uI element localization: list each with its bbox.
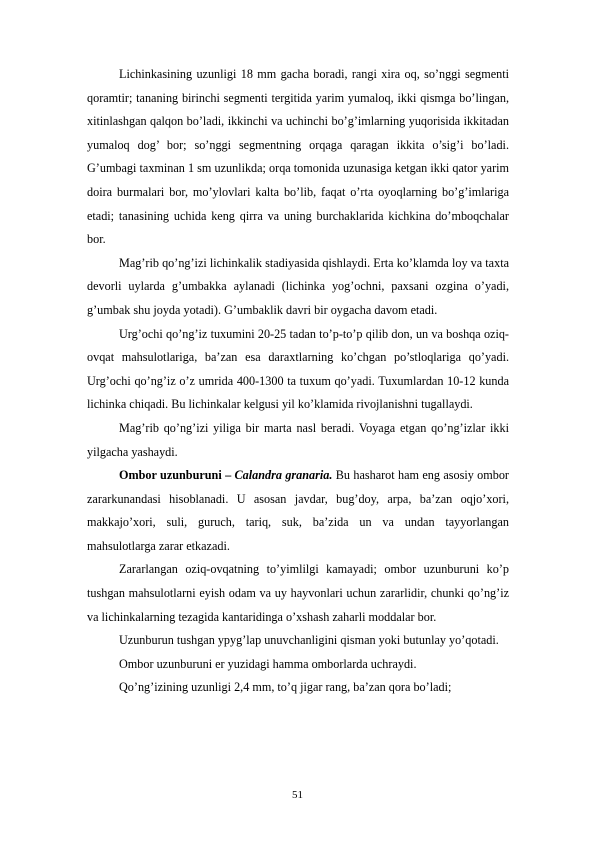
paragraph-damage: Zararlangan oziq-ovqatning to’yimlilgi kamayadi; ombor uzunburuni ko’p tushgan mahsulotlarni eyish odam va uy hayvonlari uchun zararlidir, chunki qo’ng’iz va lichinkalarning tezagida kantaridinga o’xshash zaharli moddalar bor. xyxy=(87,562,509,624)
section-heading-term: Ombor uzunburuni – xyxy=(119,468,235,483)
section-heading-latin-name: Calandra granaria. xyxy=(234,468,333,483)
paragraph-egg-laying: Urg’ochi qo’ng’iz tuxumini 20-25 tadan to’p-to’p qilib don, un va boshqa oziq-ovqat mahsulotlariga, ba’zan esa daraxtlarning ko’chgan po’stloqlariga qo’yadi. Urg’ochi qo’ng’iz o’z umrida 400-1300 ta tuxum qo’yadi. Tuxumlardan 10-12 kunda lichinka chiqadi. Bu lichinkalar kelgusi yil ko’klamida rivojlanishni tugallaydi. xyxy=(87,326,509,412)
section-intro-text: Bu hasharot ham eng asosiy ombor zararkunandasi hisoblanadi. U asosan javdar, bug’doy, arpa, ba’zan oqjo’xori, makkajo’xori, suli, guruch, tariq, suk, ba’zida un va undan tayyorlangan mahsulotlarga zarar etkazadi. xyxy=(87,468,509,553)
paragraph-distribution: Ombor uzunburuni er yuzidagi hamma omborlarda uchraydi. xyxy=(119,656,417,671)
paragraph-larva-description: Lichinkasining uzunligi 18 mm gacha boradi, rangi xira oq, so’nggi segmenti qoramtir; tananing birinchi segmenti tergitida yarim yumaloq, ikki qismga bo’lingan, xitinlashgan qalqon bo’ladi, ikkinchi va uchinchi bo’g’imlarning yuqorisida ikkitadan yumaloq dog’ bor; so’nggi segmentning orqaga qaragan ikkita o’sig’i bo’ladi. G’umbagi taxminan 1 sm uzunlikda; orqa tomonida uzunasiga ketgan ikki qator yarim doira burmalari bor, mo’ylovlari kalta bo’lib, faqat o’rta oyoqlarning bo’g’imlariga etadi; tanasining uchida keng qirra va uning burchaklarida kichkina do’mboqchalar bor. xyxy=(87,67,509,247)
paragraph-granary-weevil xyxy=(87,464,509,558)
paragraph-generations: Mag’rib qo’ng’izi yiliga bir marta nasl beradi. Voyaga etgan qo’ng’izlar ikki yilgacha yashaydi. xyxy=(87,420,509,459)
paragraph-germination: Uzunburun tushgan ypyg’lap unuvchanligini qisman yoki butunlay yo’qotadi. xyxy=(119,633,499,648)
paragraph-overwintering: Mag’rib qo’ng’izi lichinkalik stadiyasida qishlaydi. Erta ko’klamda loy va taxta devorli uylarda g’umbakka aylanadi (lichinka yog’ochni, paxsani ozgina o’yadi, g’umbak shu joyda yotadi). G’umbaklik davri bir oygacha davom etadi. xyxy=(87,255,509,317)
paragraph-beetle-size: Qo’ng’izining uzunligi 2,4 mm, to’q jigar rang, ba’zan qora bo’ladi; xyxy=(119,680,452,695)
page-number: 51 xyxy=(292,789,303,801)
document-body xyxy=(87,63,509,700)
